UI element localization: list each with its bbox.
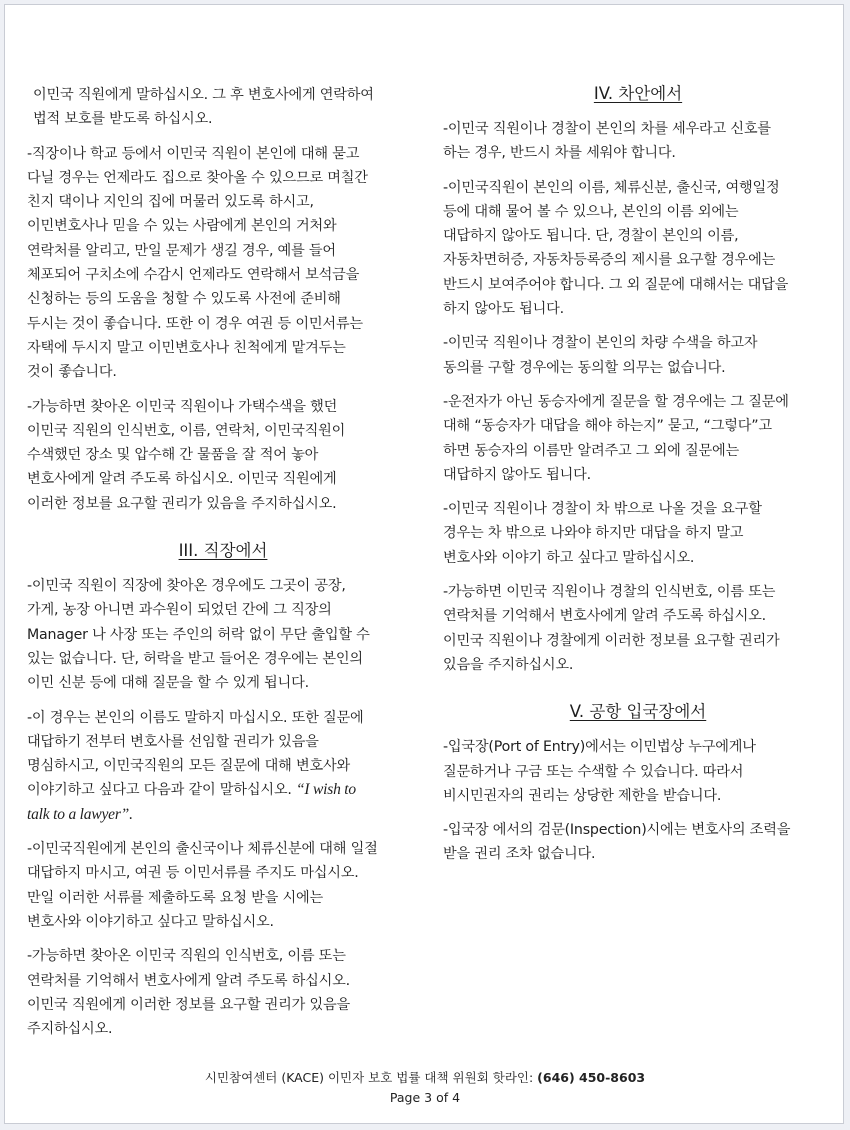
footer-hotline-line bbox=[5, 1068, 845, 1088]
section-heading-in-car: IV. 차안에서 bbox=[593, 84, 683, 103]
list-item-text: -이 경우는 본인의 이름도 말하지 마십시오. 또한 질문에 대답하기 전부터 변호사를 선임할 권리가 있음을 명심하시고, 이민국직원의 모든 질문에 대해 변호사와 이야기하고 싶다고 다음과 같이 말하십시오. bbox=[27, 709, 364, 799]
list-item: -이민국직원이 본인의 이름, 체류신분, 출신국, 여행일정 등에 대해 물어 볼 수 있으나, 본인의 이름 외에는 대답하지 않아도 됩니다. 단, 경찰이 본인의 이름, 자동차면허증, 자동차등록증의 제시를 요구할 경우에는 반드시 보여주어야 합니다. 그 외 질문에 대해서는 대답을 하지 않아도 됩니다. bbox=[443, 179, 789, 318]
left-column bbox=[27, 83, 419, 1051]
list-item: -운전자가 아닌 동승자에게 질문을 할 경우에는 그 질문에 대해 “동승자가 대답을 해야 하는지” 묻고, “그렇다”고 하면 동승자의 이름만 알려주고 그 외에 질문에는 대답하지 않아도 됩니다. bbox=[443, 393, 789, 483]
footer-org-text: 시민참여센터 (KACE) 이민자 보호 법률 대책 위원회 핫라인: bbox=[204, 1070, 538, 1085]
section-heading-workplace: III. 직장에서 bbox=[178, 541, 268, 561]
list-item: -이민국 직원이나 경찰이 본인의 차를 세우라고 신호를 하는 경우, 반드시 차를 세워야 합니다. bbox=[443, 121, 771, 162]
hotline-number: (646) 450-8603 bbox=[537, 1070, 646, 1085]
list-item: -이민국 직원이나 경찰이 본인의 차량 수색을 하고자 동의를 구할 경우에는 동의할 의무는 없습니다. bbox=[443, 335, 758, 376]
list-item: -직장이나 학교 등에서 이민국 직원이 본인에 대해 묻고 다닐 경우는 언제라도 집으로 찾아올 수 있으므로 며칠간 친지 댁이나 지인의 집에 머물러 있도록 하시고, 이민변호사나 믿을 수 있는 사람에게 본인의 거처와 연락처를 알리고, 만일 문제가 생길 경우, 예를 들어 체포되어 구치소에 수감시 언제라도 연락해서 보석금을 신청하는 등의 도움을 청할 수 있도록 사전에 준비해 두시는 것이 좋습니다. 또한 이 경우 여권 등 이민서류는 자택에 두시지 말고 이민변호사나 친척에게 맡겨두는 것이 좋습니다. bbox=[27, 145, 368, 381]
list-item: -가능하면 찾아온 이민국 직원의 인식번호, 이름 또는 연락처를 기억해서 변호사에게 알려 주도록 하십시오. 이민국 직원에게 이러한 정보를 요구할 권리가 있음을 주지하십시오. bbox=[27, 948, 350, 1038]
list-item: -이민국 직원이나 경찰이 차 밖으로 나올 것을 요구할 경우는 차 밖으로 나와야 하지만 대답을 하지 말고 변호사와 이야기 하고 싶다고 말하십시오. bbox=[443, 501, 762, 566]
list-item: -입국장(Port of Entry)에서는 이민법상 누구에게나 질문하거나 구금 또는 수색할 수 있습니다. 따라서 비시민권자의 권리는 상당한 제한을 받습니다. bbox=[443, 739, 756, 804]
list-item: -가능하면 이민국 직원이나 경찰의 인식번호, 이름 또는 연락처를 기억해서 변호사에게 알려 주도록 하십시오. 이민국 직원이나 경찰에게 이러한 정보를 요구할 권리가 있음을 주지하십시오. bbox=[443, 584, 780, 673]
lawyer-quote: “I wish to talk to a lawyer”. bbox=[27, 781, 356, 823]
list-item: -입국장 에서의 검문(Inspection)시에는 변호사의 조력을 받을 권리 조차 없습니다. bbox=[443, 822, 791, 863]
section-heading-airport: V. 공항 입국장에서 bbox=[569, 702, 707, 722]
list-item: -이민국 직원이 직장에 찾아온 경우에도 그곳이 공장, 가게, 농장 아니면 과수원이 되었던 간에 그 직장의 Manager 나 사장 또는 주인의 허락 없이 무단 출입할 수 있는 없습니다. 단, 허락을 받고 들어온 경우에는 본인의 이민 신분 등에 대해 질문을 할 수 있게 됩니다. bbox=[27, 578, 370, 692]
page-number: Page 3 of 4 bbox=[389, 1090, 461, 1105]
list-item: -이민국직원에게 본인의 출신국이나 체류신분에 대해 일절 대답하지 마시고, 여권 등 이민서류를 주지도 마십시오. 만일 이러한 서류를 제출하도록 요청 받을 시에는 변호사와 이야기하고 싶다고 말하십시오. bbox=[27, 841, 378, 930]
right-column bbox=[443, 83, 833, 877]
list-item: -가능하면 찾아온 이민국 직원이나 가택수색을 했던 이민국 직원의 인식번호, 이름, 연락처, 이민국직원이 수색했던 장소 및 압수해 간 물품을 잘 적어 놓아 변호사에게 알려 주도록 하십시오. 이민국 직원에게 이러한 정보를 요구할 권리가 있음을 주지하십시오. bbox=[27, 398, 346, 512]
intro-paragraph: 이민국 직원에게 말하십시오. 그 후 변호사에게 연락하여 법적 보호를 받도록 하십시오. bbox=[33, 87, 374, 128]
document-page bbox=[4, 4, 844, 1124]
list-item-lawyer bbox=[27, 706, 419, 827]
